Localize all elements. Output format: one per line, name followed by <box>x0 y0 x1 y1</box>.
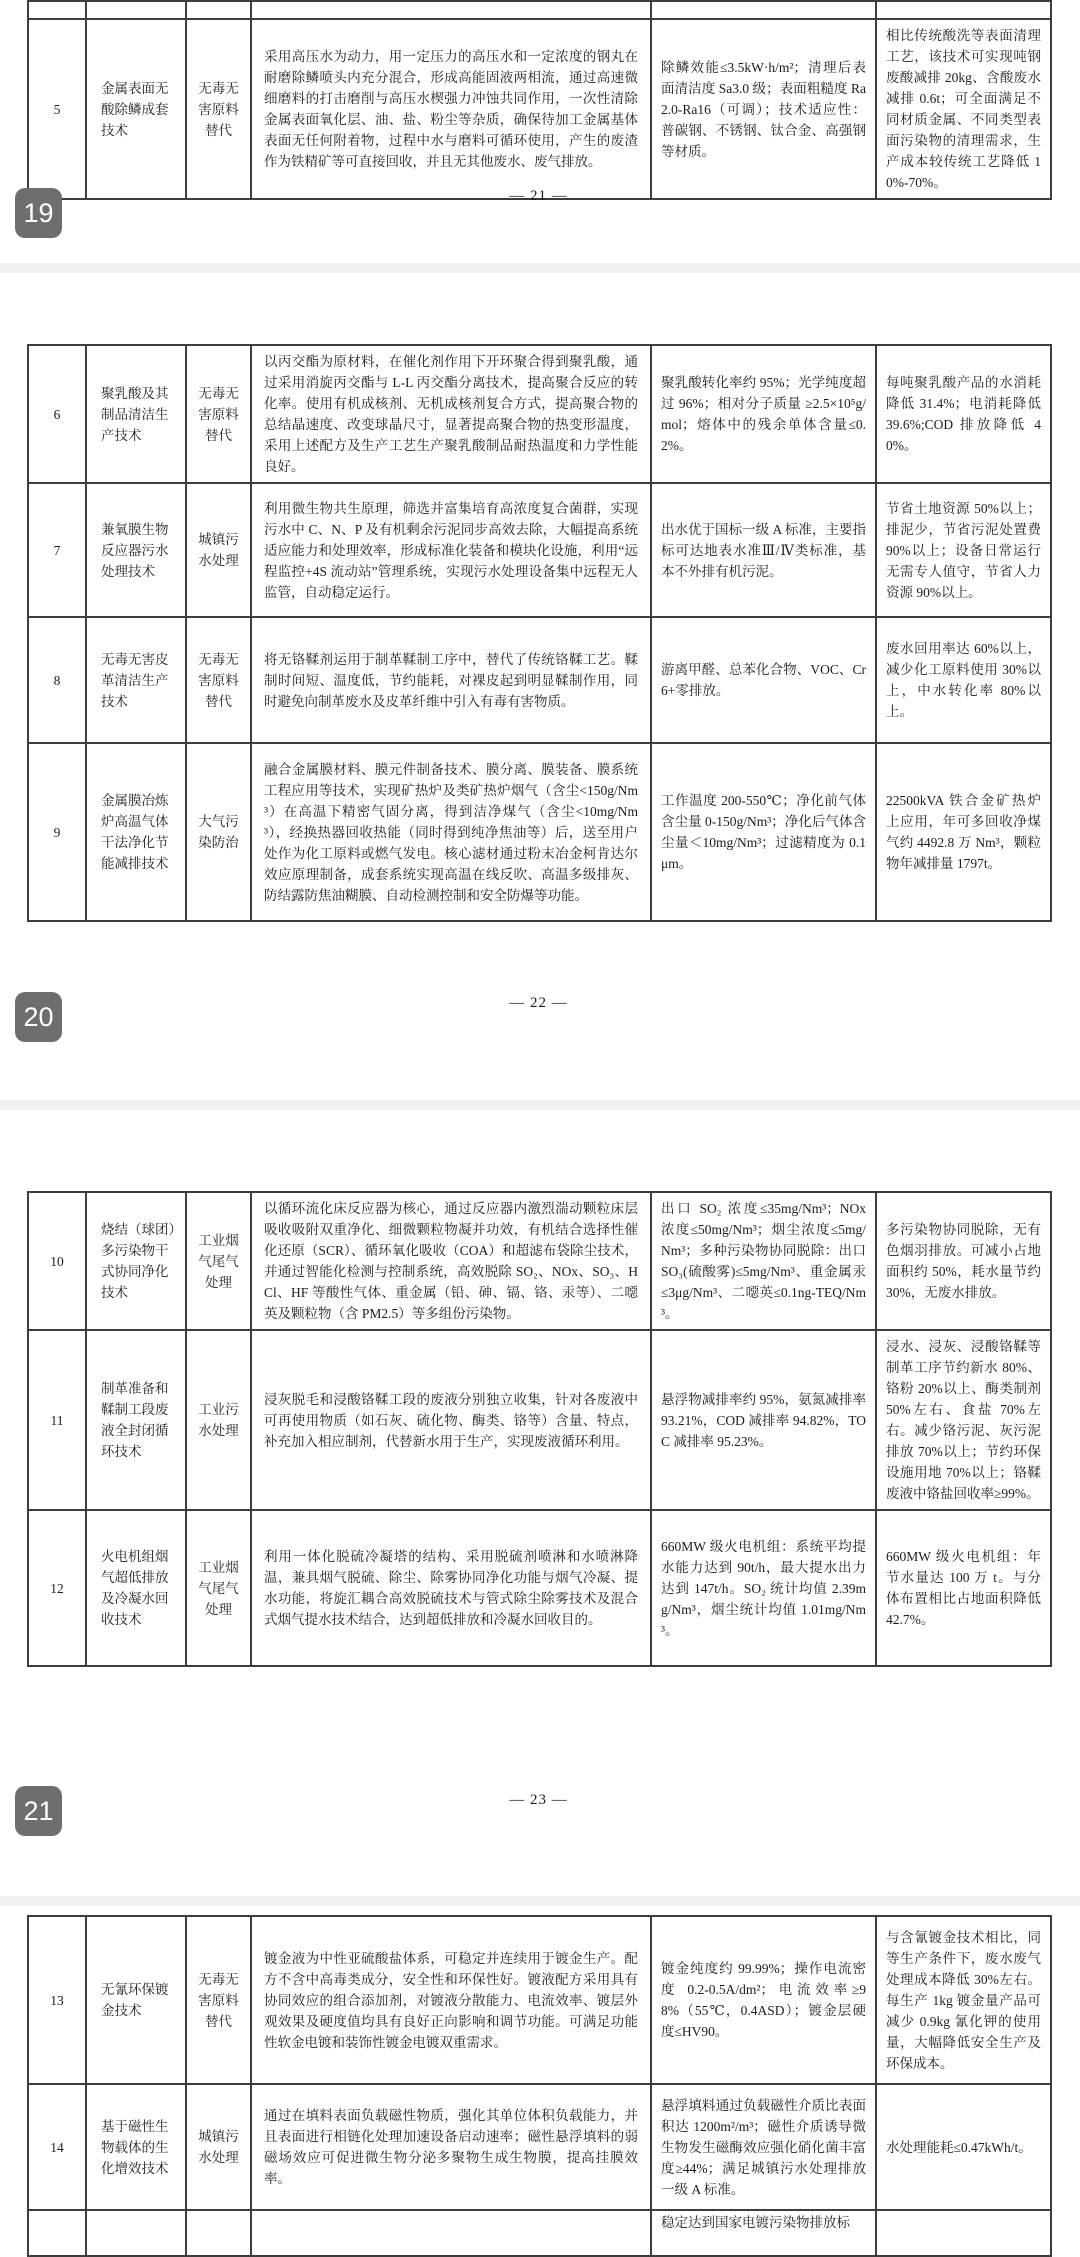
technology-name: 基于磁性生物载体的生化增效技术 <box>86 2084 186 2210</box>
technology-name <box>86 2210 186 2256</box>
technology-description: 融合金属膜材料、膜元件制备技术、膜分离、膜装备、膜系统工程应用等技术，实现矿热炉及类矿热炉烟气（含尘<150g/Nm³）在高温下精密气固分离，得到洁净煤气（含尘<10mg/Nm³），经换热器回收热能（同时得到纯净焦油等）后，送至用户处作为化工原料或燃气发电。核心滤材通过粉末冶金柯肯达尔效应原理制备，成套系统实现高温在线反吹、高温多级排灰、防结露防焦油糊膜、自动检测控制和安全防爆等功能。 <box>251 743 651 921</box>
technology-name: 无氰环保镀金技术 <box>86 1916 186 2084</box>
table-row <box>28 1510 1051 1666</box>
cut-off-cell <box>876 1 1051 19</box>
row-number: 10 <box>28 1192 86 1330</box>
technology-name: 制革准备和鞣制工段废液全封闭循环技术 <box>86 1330 186 1510</box>
technology-benefits: 废水回用率达 60%以上，减少化工原料使用 30%以上，中水转化率 80%以上。 <box>876 617 1051 743</box>
page-separator <box>0 1896 1080 1906</box>
clean-production-technology-table <box>27 1191 1052 1667</box>
technology-category: 工业污水处理 <box>186 1330 251 1510</box>
cut-off-cell <box>86 1 186 19</box>
table-row <box>28 19 1051 199</box>
technology-description: 采用高压水为动力，用一定压力的高压水和一定浓度的钢丸在耐磨除鳞喷头内充分混合，形成高能固液两相流，通过高速微细磨料的打击磨削与高压水楔强力冲蚀共同作用，一次性清除金属表面氧化层、油、盐、粉尘等杂质，确保待加工金属基体表面无任何附着物，过程中水与磨料可循环使用，产生的废渣作为铁精矿等可直接回收，并且无其他废水、废气排放。 <box>251 19 651 199</box>
technology-specs: 出水优于国标一级 A 标准，主要指标可达地表水准Ⅲ/Ⅳ类标准，基本不外排有机污泥。 <box>651 483 876 617</box>
technology-description: 通过在填料表面负载磁性物质，强化其单位体积负载能力，并且表面进行相链化处理加速设备启动速率；磁性悬浮填料的弱磁场效应可促进微生物分泌多聚物生成生物膜，提高挂膜效率。 <box>251 2084 651 2210</box>
table-row <box>28 483 1051 617</box>
technology-specs: 聚乳酸转化率约 95%；光学纯度超过 96%；相对分子质量 ≥2.5×10⁵g/mol；熔体中的残余单体含量≤0.2%。 <box>651 345 876 483</box>
technology-benefits <box>876 2210 1051 2256</box>
technology-specs: 游离甲醛、总苯化合物、VOC、Cr6+零排放。 <box>651 617 876 743</box>
table-row <box>28 1916 1051 2084</box>
technology-benefits: 相比传统酸洗等表面清理工艺，该技术可实现吨钢废酸减排 20kg、含酸废水减排 0.6t；可全面满足不同材质金属、不同类型表面污染物的清理需求，生产成本较传统工艺降低 10%-70%。 <box>876 19 1051 199</box>
technology-specs: 除鳞效能≤3.5kW·h/m²；清理后表面清洁度 Sa3.0 级；表面粗糙度 Ra2.0-Ra16（可调）；技术适应性：普碳钢、不锈钢、钛合金、高强钢等材质。 <box>651 19 876 199</box>
cut-off-cell <box>28 1 86 19</box>
technology-specs: 660MW 级火电机组：系统平均提水能力达到 90t/h，最大提水出力达到 147t/h。SO₂ 统计均值 2.39mg/Nm³，烟尘统计均值 1.01mg/Nm³。 <box>651 1510 876 1666</box>
page-separator <box>0 263 1080 273</box>
table-row <box>28 345 1051 483</box>
technology-specs: 悬浮物减排率约 95%，氨氮减排率 93.21%，COD 减排率 94.82%，TOC 减排率 95.23%。 <box>651 1330 876 1510</box>
technology-benefits: 节省土地资源 50%以上；排泥少，节省污泥处置费 90%以上；设备日常运行无需专人值守，节省人力资源 90%以上。 <box>876 483 1051 617</box>
printed-page-number-21: — 21 — <box>509 188 568 204</box>
clean-production-technology-table <box>27 344 1052 922</box>
technology-specs: 悬浮填料通过负载磁性介质比表面积达 1200m²/m³；磁性介质诱导微生物发生磁酶效应强化硝化菌丰富度≥44%；满足城镇污水处理排放一级 A 标准。 <box>651 2084 876 2210</box>
table-row <box>28 2210 1051 2256</box>
technology-description: 利用微生物共生原理，筛选并富集培育高浓度复合菌群，实现污水中 C、N、P 及有机剩余污泥同步高效去除，大幅提高系统适应能力和处理效率，形成标准化装备和模块化设施，利用“远程监控+4S 流动站”管理系统，实现污水处理设备集中远程无人监管，自动稳定运行。 <box>251 483 651 617</box>
technology-specs: 出口 SO₂ 浓度≤35mg/Nm³；NOx 浓度≤50mg/Nm³；烟尘浓度≤5mg/Nm³；多种污染物协同脱除：出口 SO₃(硫酸雾)≤5mg/Nm³、重金属汞≤3μg/Nm³、二噁英≤0.1ng-TEQ/Nm³。 <box>651 1192 876 1330</box>
printed-page-number-22: — 22 — <box>509 995 568 1011</box>
technology-specs: 稳定达到国家电镀污染物排放标 <box>651 2210 876 2256</box>
technology-category: 工业烟气尾气处理 <box>186 1192 251 1330</box>
clean-production-technology-table <box>27 0 1052 200</box>
cut-off-cell <box>651 1 876 19</box>
technology-description: 以循环流化床反应器为核心，通过反应器内激烈湍动颗粒床层吸收吸附双重净化、细微颗粒物凝并功效，有机结合选择性催化还原（SCR）、循环氧化吸收（COA）和超滤布袋除尘技术，并通过智能化检测与控制系统，高效脱除 SO₂、NOx、SO₃、HCl、HF 等酸性气体、重金属（铅、砷、镉、铬、汞等）、二噁英及颗粒物（含 PM2.5）等多组份污染物。 <box>251 1192 651 1330</box>
technology-table-page-23 <box>27 1191 1050 1667</box>
row-number: 7 <box>28 483 86 617</box>
technology-benefits: 每吨聚乳酸产品的水消耗降低 31.4%；电消耗降低 39.6%;COD 排放降低 40%。 <box>876 345 1051 483</box>
technology-category: 无毒无害原料替代 <box>186 19 251 199</box>
technology-name: 无毒无害皮革清洁生产技术 <box>86 617 186 743</box>
row-number: 9 <box>28 743 86 921</box>
scroll-page-badge-20: 20 <box>15 992 62 1042</box>
technology-benefits: 多污染物协同脱除，无有色烟羽排放。可减小占地面积约 50%，耗水量节约 30%，无废水排放。 <box>876 1192 1051 1330</box>
technology-benefits: 浸水、浸灰、浸酸铬鞣等制革工序节约新水 80%、铬粉 20%以上、酶类制剂 50%左右、食盐 70%左右。减少铬污泥、灰污泥排放 70%以上；节约环保设施用地 70%以上；铬鞣废液中铬盐回收率≥99%。 <box>876 1330 1051 1510</box>
row-number: 5 <box>28 19 86 199</box>
technology-benefits: 水处理能耗≤0.47kWh/t。 <box>876 2084 1051 2210</box>
technology-name: 聚乳酸及其制品清洁生产技术 <box>86 345 186 483</box>
printed-page-number-23: — 23 — <box>509 1792 568 1808</box>
cut-off-cell <box>186 1 251 19</box>
technology-category: 城镇污水处理 <box>186 2084 251 2210</box>
technology-specs: 镀金纯度约 99.99%；操作电流密度 0.2-0.5A/dm²；电流效率≥98%（55℃，0.4ASD）；镀金层硬度≤HV90。 <box>651 1916 876 2084</box>
table-row <box>28 617 1051 743</box>
technology-benefits: 660MW 级火电机组：年节水量达 100 万 t。与分体布置相比占地面积降低 42.7%。 <box>876 1510 1051 1666</box>
technology-table-page-22 <box>27 344 1050 922</box>
technology-specs: 工作温度 200-550℃；净化前气体含尘量 0-150g/Nm³；净化后气体含尘量＜10mg/Nm³；过滤精度为 0.1μm。 <box>651 743 876 921</box>
row-number: 12 <box>28 1510 86 1666</box>
row-number: 11 <box>28 1330 86 1510</box>
row-number <box>28 2210 86 2256</box>
row-number: 13 <box>28 1916 86 2084</box>
table-row <box>28 1192 1051 1330</box>
row-number: 14 <box>28 2084 86 2210</box>
technology-name: 金属表面无酸除鳞成套技术 <box>86 19 186 199</box>
technology-table-page-24 <box>27 1915 1050 2257</box>
technology-description: 浸灰脱毛和浸酸铬鞣工段的废液分别独立收集，针对各废液中可再使用物质（如石灰、硫化物、酶类、铬等）含量、特点，补充加入相应制剂，代替新水用于生产，实现废液循环利用。 <box>251 1330 651 1510</box>
technology-name: 金属膜冶炼炉高温气体干法净化节能减排技术 <box>86 743 186 921</box>
technology-category: 大气污染防治 <box>186 743 251 921</box>
technology-category: 无毒无害原料替代 <box>186 617 251 743</box>
technology-description: 利用一体化脱硫冷凝塔的结构、采用脱硫剂喷淋和水喷淋降温，兼具烟气脱硫、除尘、除雾协同净化功能与烟气冷凝、提水功能，将旋汇耦合高效脱硫技术与管式除尘除雾技术及混合式烟气提水技术结合，达到超低排放和冷凝水回收目的。 <box>251 1510 651 1666</box>
technology-description: 镀金液为中性亚硫酸盐体系，可稳定并连续用于镀金生产。配方不含中高毒类成分，安全性和环保性好。镀液配方采用具有协同效应的组合添加剂，对镀液分散能力、电流效率、镀层外观效果及硬度值均具有良好正向影响和调节功能。可满足功能性软金电镀和装饰性镀金电镀双重需求。 <box>251 1916 651 2084</box>
technology-name: 火电机组烟气超低排放及冷凝水回收技术 <box>86 1510 186 1666</box>
scroll-page-badge-19: 19 <box>15 188 62 238</box>
technology-description <box>251 2210 651 2256</box>
technology-category: 无毒无害原料替代 <box>186 345 251 483</box>
cut-off-table-row <box>28 1 1051 19</box>
row-number: 8 <box>28 617 86 743</box>
row-number: 6 <box>28 345 86 483</box>
page-separator <box>0 1100 1080 1110</box>
table-row <box>28 1330 1051 1510</box>
technology-category: 城镇污水处理 <box>186 483 251 617</box>
table-row <box>28 743 1051 921</box>
technology-description: 以丙交酯为原材料，在催化剂作用下开环聚合得到聚乳酸，通过采用消旋丙交酯与 L-L 丙交酯分离技术，提高聚合反应的转化率。使用有机成核剂、无机成核剂复合方式，提高聚合物的总结晶速度、改变球晶尺寸，显著提高聚合物的热变形温度，采用上述配方及生产工艺生产聚乳酸制品耐热温度和力学性能良好。 <box>251 345 651 483</box>
technology-name: 烧结（球团）多污染物干式协同净化技术 <box>86 1192 186 1330</box>
technology-benefits: 与含氰镀金技术相比，同等生产条件下，废水废气处理成本降低 30%左右。每生产 1kg 镀金量产品可减少 0.9kg 氰化钾的使用量，大幅降低安全生产及环保成本。 <box>876 1916 1051 2084</box>
clean-production-technology-table <box>27 1915 1052 2257</box>
technology-category: 无毒无害原料替代 <box>186 1916 251 2084</box>
technology-table-page-21 <box>27 0 1050 200</box>
technology-category <box>186 2210 251 2256</box>
technology-description: 将无铬鞣剂运用于制革鞣制工序中，替代了传统铬鞣工艺。鞣制时间短、温度低，节约能耗，对裸皮起到明显鞣制作用，同时避免向制革废水及皮革纤维中引入有毒有害物质。 <box>251 617 651 743</box>
technology-name: 兼氧膜生物反应器污水处理技术 <box>86 483 186 617</box>
technology-benefits: 22500kVA 铁合金矿热炉上应用，年可多回收净煤气约 4492.8 万 Nm³，颗粒物年减排量 1797t。 <box>876 743 1051 921</box>
table-row <box>28 2084 1051 2210</box>
scroll-page-badge-21: 21 <box>15 1786 62 1836</box>
technology-category: 工业烟气尾气处理 <box>186 1510 251 1666</box>
cut-off-cell <box>251 1 651 19</box>
